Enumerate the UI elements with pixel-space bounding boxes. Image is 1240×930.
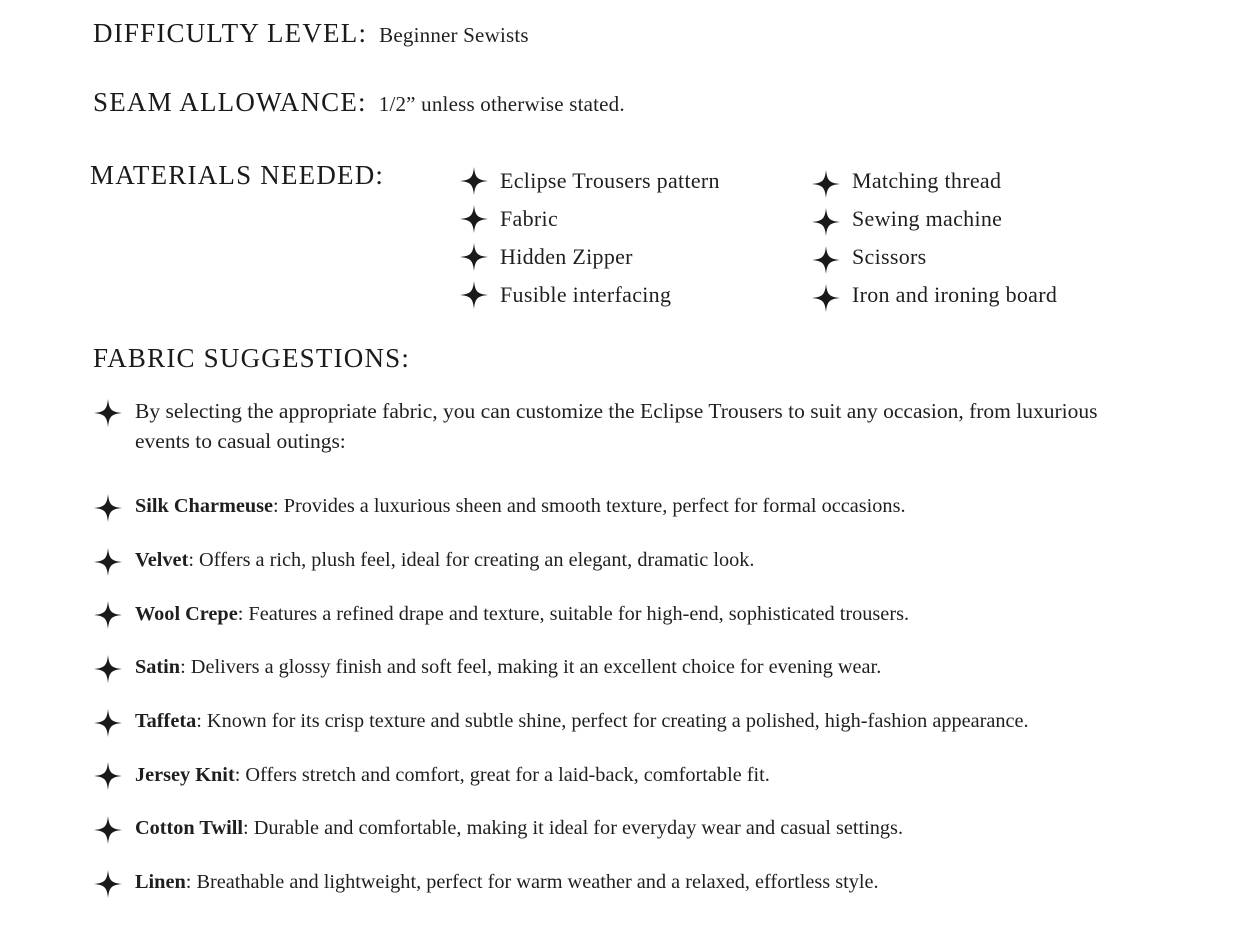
materials-item-label: Scissors xyxy=(852,244,927,269)
materials-item-label: Sewing machine xyxy=(852,206,1003,231)
difficulty-row xyxy=(93,18,529,49)
materials-item-label: Eclipse Trousers pattern xyxy=(500,168,720,193)
difficulty-value: Beginner Sewists xyxy=(379,23,529,47)
materials-item-label: Hidden Zipper xyxy=(500,244,633,269)
fabric-item xyxy=(94,695,1214,749)
four-point-star-icon xyxy=(94,762,122,790)
fabric-description: : Provides a luxurious sheen and smooth texture, perfect for formal occasions. xyxy=(273,495,906,518)
materials-list-column-2 xyxy=(812,162,1057,314)
materials-item xyxy=(812,276,1057,314)
fabric-name: Cotton Twill xyxy=(135,817,243,840)
fabric-suggestions-heading: FABRIC SUGGESTIONS: xyxy=(93,343,411,373)
fabric-description: : Breathable and lightweight, perfect for warm weather and a relaxed, effortless style. xyxy=(185,871,879,894)
materials-item xyxy=(812,238,1057,276)
materials-list-column-1 xyxy=(460,162,720,314)
four-point-star-icon xyxy=(460,281,488,309)
fabric-item xyxy=(94,748,1214,802)
four-point-star-icon xyxy=(460,243,488,271)
fabric-item xyxy=(94,587,1214,641)
materials-item-label: Fabric xyxy=(500,206,559,231)
four-point-star-icon xyxy=(94,548,122,576)
four-point-star-icon xyxy=(460,205,488,233)
materials-item-label: Matching thread xyxy=(852,168,1002,193)
four-point-star-icon xyxy=(94,601,122,629)
four-point-star-icon xyxy=(94,870,122,898)
four-point-star-icon xyxy=(94,655,122,683)
materials-heading: MATERIALS NEEDED: xyxy=(90,160,385,190)
fabric-description: : Offers a rich, plush feel, ideal for creating an elegant, dramatic look. xyxy=(188,549,755,572)
four-point-star-icon xyxy=(94,709,122,737)
fabric-item xyxy=(94,534,1214,588)
fabric-description: : Known for its crisp texture and subtle shine, perfect for creating a polished, high-fashion appearance. xyxy=(196,710,1029,733)
four-point-star-icon xyxy=(94,816,122,844)
materials-item xyxy=(460,200,720,238)
fabric-item xyxy=(94,802,1214,856)
fabric-intro-text: By selecting the appropriate fabric, you can customize the Eclipse Trousers to suit any occasion, from luxurious events to casual outings: xyxy=(135,399,1098,453)
fabric-intro-item xyxy=(94,396,1214,456)
materials-item xyxy=(812,200,1057,238)
fabric-description: : Delivers a glossy finish and soft feel, making it an excellent choice for evening wear. xyxy=(180,656,882,679)
materials-item xyxy=(460,162,720,200)
four-point-star-icon xyxy=(94,399,122,427)
fabric-name: Linen xyxy=(135,871,186,894)
fabric-name: Silk Charmeuse xyxy=(135,495,274,518)
fabric-item xyxy=(94,641,1214,695)
four-point-star-icon xyxy=(812,170,840,198)
fabric-item xyxy=(94,856,1214,910)
four-point-star-icon xyxy=(812,246,840,274)
fabric-description: : Durable and comfortable, making it ideal for everyday wear and casual settings. xyxy=(243,817,904,840)
fabric-description: : Offers stretch and comfort, great for a laid-back, comfortable fit. xyxy=(234,763,770,786)
fabric-description: : Features a refined drape and texture, suitable for high-end, sophisticated trousers. xyxy=(237,602,910,625)
four-point-star-icon xyxy=(812,208,840,236)
materials-item-label: Fusible interfacing xyxy=(500,282,672,307)
materials-item xyxy=(460,238,720,276)
fabric-suggestions-list xyxy=(94,396,1214,910)
fabric-name: Velvet xyxy=(135,549,189,572)
fabric-name: Wool Crepe xyxy=(135,602,238,625)
fabric-name: Taffeta xyxy=(135,710,197,733)
difficulty-label: DIFFICULTY LEVEL: xyxy=(93,18,368,48)
seam-allowance-label: SEAM ALLOWANCE: xyxy=(93,87,367,117)
materials-item xyxy=(460,276,720,314)
four-point-star-icon xyxy=(812,284,840,312)
four-point-star-icon xyxy=(94,494,122,522)
seam-allowance-value: 1/2” unless otherwise stated. xyxy=(378,92,625,116)
fabric-name: Satin xyxy=(135,656,181,679)
materials-item-label: Iron and ironing board xyxy=(852,282,1058,307)
fabric-item xyxy=(94,480,1214,534)
seam-allowance-row xyxy=(93,87,625,118)
fabric-name: Jersey Knit xyxy=(135,763,235,786)
four-point-star-icon xyxy=(460,167,488,195)
materials-item xyxy=(812,162,1057,200)
